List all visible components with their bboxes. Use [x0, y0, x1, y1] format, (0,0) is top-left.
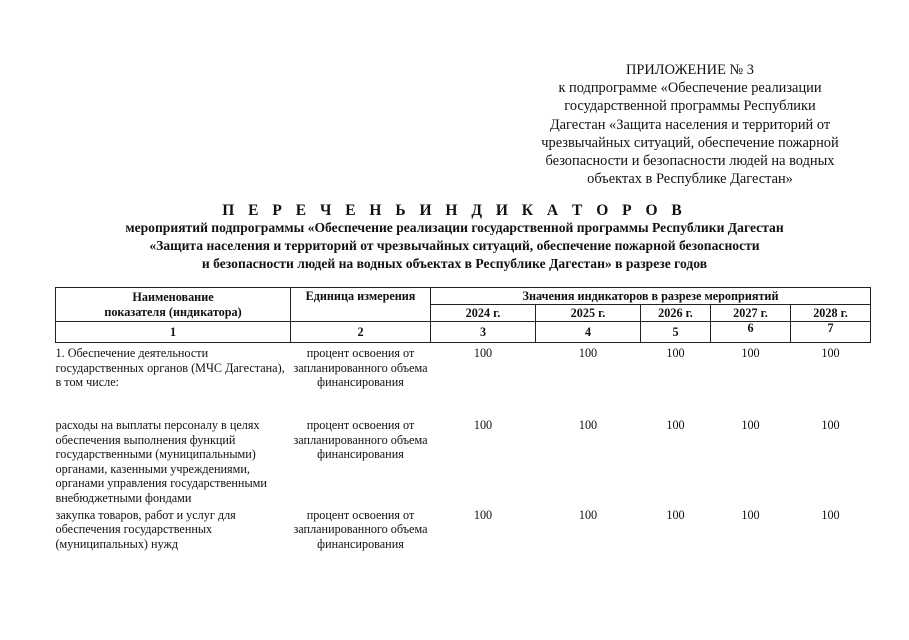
column-number: 6 [711, 322, 791, 343]
indicator-value: 100 [473, 346, 493, 360]
indicator-value: 100 [578, 507, 598, 522]
indicator-value: 100 [666, 346, 685, 360]
indicator-name: 1. Обеспечение деятельности государственных органов (МЧС Дагестана), в том числе: [55, 346, 285, 390]
header-year: 2026 г. [641, 305, 711, 322]
header-year: 2025 г. [536, 305, 641, 322]
document-subtitle-line: «Защита населения и территорий от чрезвычайных ситуаций, обеспечение пожарной безопасности [149, 238, 760, 253]
header-year: 2028 г. [791, 305, 871, 322]
document-title: П Е Р Е Ч Е Н Ь И Н Д И К А Т О Р О В [222, 202, 687, 219]
indicators-table [55, 287, 871, 568]
column-number: 3 [431, 322, 536, 343]
indicator-value: 100 [473, 418, 493, 432]
appendix-header [500, 61, 880, 188]
header-indicator-name-line: Наименование [132, 290, 214, 304]
column-number: 7 [791, 322, 871, 343]
indicator-value: 100 [578, 418, 598, 432]
indicator-unit: процент освоения от запланированного объема финансирования [293, 418, 428, 462]
header-year: 2027 г. [711, 305, 791, 322]
indicator-name: расходы на выплаты персоналу в целях обеспечения выполнения функций государственными (муниципальными) органами, казенными учреждениями, органами управления государственными внебюджетными фондами [55, 418, 267, 505]
column-number: 1 [56, 322, 291, 343]
appendix-line: к подпрограмме «Обеспечение реализации [558, 80, 822, 97]
indicator-value: 100 [821, 346, 840, 360]
indicator-value: 100 [741, 507, 760, 522]
appendix-title: ПРИЛОЖЕНИЕ № 3 [626, 62, 754, 78]
header-values-group: Значения индикаторов в разрезе мероприятий [431, 288, 871, 305]
indicator-value: 100 [666, 507, 685, 522]
column-number: 2 [291, 322, 431, 343]
appendix-line: безопасности и безопасности людей на водных [545, 153, 835, 170]
indicator-unit: процент освоения от запланированного объема финансирования [293, 346, 428, 390]
table-row [56, 506, 871, 568]
document-subtitle-line: и безопасности людей на водных объектах в Республике Дагестан» в разрезе годов [201, 256, 708, 271]
indicator-value: 100 [821, 418, 840, 432]
indicator-value: 100 [473, 507, 493, 522]
table-row [56, 413, 871, 506]
indicator-value: 100 [578, 346, 598, 360]
header-indicator-name [56, 288, 291, 322]
appendix-line: объектах в Республике Дагестан» [587, 171, 793, 188]
indicator-value: 100 [741, 418, 760, 432]
header-unit: Единица измерения [291, 288, 431, 322]
header-year: 2024 г. [431, 305, 536, 322]
appendix-line: чрезвычайных ситуаций, обеспечение пожарной [541, 134, 839, 151]
header-indicator-name-line: показателя (индикатора) [104, 305, 242, 319]
indicator-unit: процент освоения от запланированного объема финансирования [293, 507, 428, 551]
appendix-line: государственной программы Республики [564, 98, 816, 115]
document-subtitle-line: мероприятий подпрограммы «Обеспечение реализации государственной программы Республики Дагестан [125, 220, 784, 235]
column-number: 5 [641, 322, 711, 343]
indicator-value: 100 [666, 418, 685, 432]
indicator-value: 100 [821, 507, 840, 522]
appendix-line: Дагестан «Защита населения и территорий от [549, 116, 831, 133]
indicator-value: 100 [741, 346, 760, 360]
indicator-name: закупка товаров, работ и услуг для обеспечения государственных (муниципальных) нужд [55, 507, 236, 551]
table-row [56, 343, 871, 414]
column-number: 4 [536, 322, 641, 343]
